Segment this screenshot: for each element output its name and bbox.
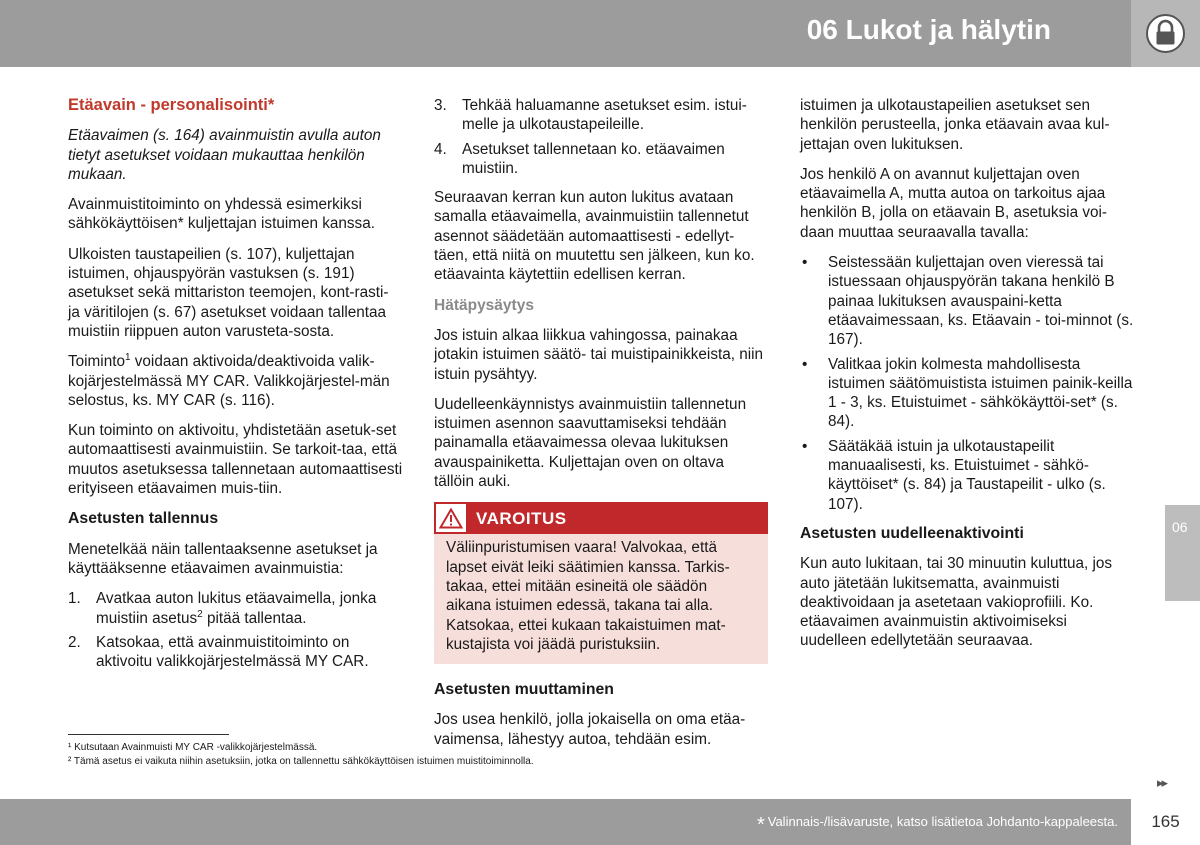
- footnote-ref: 1: [124, 352, 131, 364]
- footnote: ¹ Kutsutaan Avainmuisti MY CAR -valikkojärjestelmässä.: [68, 742, 318, 753]
- paragraph: Uudelleenkäynnistys avainmuistiin tallennetun istuimen asennon saavuttamiseksi tehdään painamalla etäavaimessa olevaa lukituksen avauspainiketta. Kuljettajan oven on oltava tällöin auki.: [434, 395, 747, 491]
- paragraph: istuimen ja ulkotaustapeilien asetukset sen henkilön perusteella, jonka etäavain avaa kul-jettajan oven lukituksen.: [800, 97, 1110, 153]
- paragraph: Seuraavan kerran kun auton lukitus avataan samalla etäavaimella, avainmuistiin tallennetut asennot säädetään automaattisesti - edellyt-täen, että niitä on muutettu sen jälkeen, kun ko. etäavainta käytettiin edellisen kerran.: [434, 189, 755, 284]
- page-number: 165: [1151, 812, 1180, 831]
- footnote-divider: [68, 734, 229, 735]
- subheading: Asetusten uudelleenaktivointi: [800, 524, 1024, 542]
- lock-icon: [1145, 13, 1186, 54]
- paragraph: Toiminto$^1$ voidaan aktivoida/deaktivoida valik-kojärjestelmässä MY CAR. Valikkojärjestel-män selostus, ks. MY CAR (s. 116).: [68, 352, 390, 409]
- warning-text: Väliinpuristumisen vaara! Valvokaa, että lapset eivät leiki säätimien kanssa. Tarkis-takaa, ettei mitään esineitä ole säädön aikana istuimen edessä, takana tai alla. Katsokaa, ettei kukaan takaistuimen mat-kustajista voi jäädä puristuksiin.: [446, 539, 730, 653]
- chapter-side-tab: [1165, 505, 1200, 601]
- paragraph: Ulkoisten taustapeilien (s. 107), kuljettajan istuimen, ohjauspyörän vastuksen (s. 191) asetukset sekä mittariston teemojen, kont-rasti- ja väritilojen (s. 67) asetukset voidaan tallentaa muistiin riippuen auton varusteta-sosta.: [68, 245, 389, 340]
- column-3: [800, 96, 1134, 662]
- footer-note: * Valinnais-/lisävaruste, katso lisätietoa Johdanto-kappaleesta.: [756, 814, 1118, 836]
- chapter-title: 06 Lukot ja hälytin: [806, 14, 1051, 45]
- paragraph: Menetelkää näin tallentaaksenne asetukset ja käyttääksenne etäavaimen avainmuistia:: [68, 540, 378, 577]
- list-item: • Seistessään kuljettajan oven vieressä tai istuessaan ohjauspyörän takana henkilö B painaa lukituksen avauspaini-ketta etäavaimessaan, ks. Etäavain - toi-minnot (s. 167).: [802, 254, 1134, 349]
- footnote-ref: 2: [197, 608, 203, 620]
- warning-header: [434, 502, 768, 534]
- paragraph: Avainmuistitoiminto on yhdessä esimerkiksi sähkökäyttöisen* kuljettajan istuimen kanssa.: [68, 196, 375, 233]
- warning-box: [434, 502, 768, 664]
- page-header: [0, 0, 1131, 67]
- paragraph: Jos henkilö A on avannut kuljettajan oven etäavaimella A, mutta autoa on tarkoitus ajaa henkilön B, jolla on etäavain B, asetuksia voi-daan muuttaa seuraavalla tavalla:: [800, 165, 1107, 241]
- subheading: Asetusten tallennus: [68, 510, 219, 528]
- footnote: ² Tämä asetus ei vaikuta niihin asetuksiin, jotka on tallennettu sähkökäyttöisen istuimen muistitoiminnolla.: [68, 756, 534, 767]
- list-item: 2. Katsokaa, että avainmuistitoiminto on aktivoitu valikkojärjestelmässä MY CAR.: [68, 633, 369, 671]
- steps-list: [68, 589, 403, 671]
- warning-title: VAROITUS: [476, 508, 567, 528]
- paragraph: Kun auto lukitaan, tai 30 minuutin kuluttua, jos auto jätetään lukitsematta, avainmuisti deaktivoidaan ja asetetaan vakioprofiili. Ko. etäavaimen avainmuistin aktivoimiseksi uudelleen edellytetään seuraavaa.: [800, 555, 1113, 650]
- column-2: [434, 96, 768, 760]
- bullet-icon: •: [802, 254, 808, 272]
- subheading: Hätäpysäytys: [434, 296, 534, 314]
- list-item: 3. Tehkää haluamanne asetukset esim. istui-melle ja ulkotaustapeileille.: [434, 97, 747, 134]
- next-page-arrows-icon: ▸▸: [1157, 775, 1167, 790]
- column-1: [68, 96, 403, 681]
- list-item: • Valitkaa jokin kolmesta mahdollisesta istuimen säätömuistista istuimen painik-keilla 1 - 3, ks. Etuistuimet - sähkökäyttöi-set* (s. 84).: [802, 355, 1133, 431]
- paragraph: Kun toiminto on aktivoitu, yhdistetään asetuk-set automaattisesti avainmuistiin. Se tarkoit-taa, että muutos asetuksessa tallennetaan automaattisesti erityiseen etäavaimen muis-tiin.: [68, 422, 403, 498]
- list-item: 4. Asetukset tallennetaan ko. etäavaimen muistiin.: [434, 140, 725, 177]
- list-item: 1. Avatkaa auton lukitus etäavaimella, jonka muistiin asetus$^2$ pitää tallentaa.: [68, 590, 377, 627]
- page-footer: [0, 799, 1131, 845]
- paragraph: Jos usea henkilö, jolla jokaisella on oma etäa-vaimensa, lähestyy autoa, tehdään esim.: [434, 711, 746, 748]
- intro-text: Etäavaimen (s. 164) avainmuistin avulla auton tietyt asetukset voidaan mukauttaa henkilön mukaan.: [68, 127, 381, 183]
- chapter-number: 06: [1172, 519, 1188, 535]
- bullet-icon: •: [802, 437, 808, 455]
- bullet-icon: •: [802, 355, 808, 373]
- warning-triangle-icon: [434, 502, 468, 534]
- chapter-icon-box: [1131, 0, 1200, 67]
- list-item: • Säätäkää istuin ja ulkotaustapeilit manuaalisesti, ks. Etuistuimet - sähkö-käyttöiset* (s. 84) ja Taustapeilit - ulko (s. 107).: [802, 437, 1106, 513]
- paragraph: Jos istuin alkaa liikkua vahingossa, painakaa jotakin istuimen säätö- tai muistipainikkeista, niin istuin pysähtyy.: [434, 326, 764, 383]
- bullet-list: [800, 253, 1134, 514]
- section-heading: Etäavain - personalisointi*: [68, 96, 275, 114]
- subheading: Asetusten muuttaminen: [434, 681, 614, 699]
- steps-list: [434, 96, 768, 178]
